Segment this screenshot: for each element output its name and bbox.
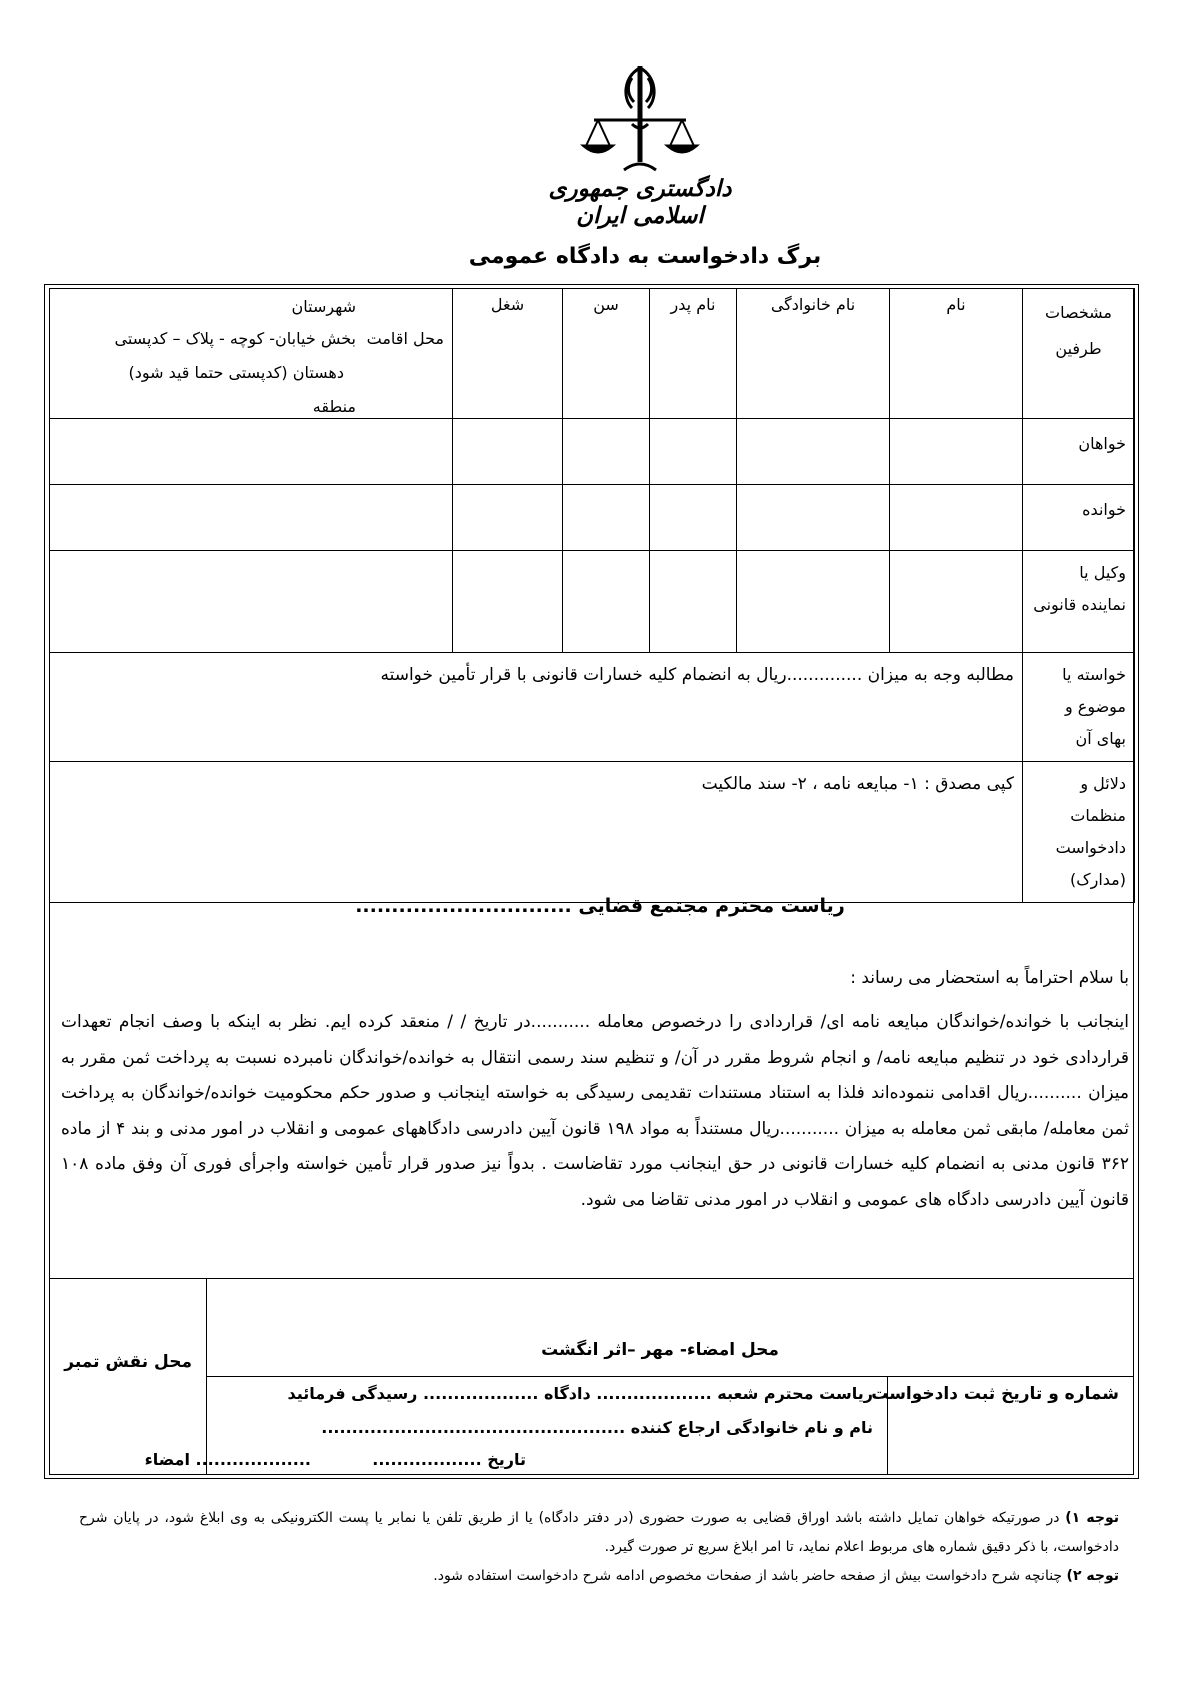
registration-top-rule bbox=[207, 1376, 1134, 1378]
defendant-age-field[interactable] bbox=[563, 485, 650, 551]
defendant-row bbox=[50, 485, 1135, 551]
note-2 bbox=[79, 1562, 1119, 1591]
note-2-label: توجه ۲) bbox=[1066, 1568, 1119, 1584]
referrer-name-line[interactable]: نام و نام خانوادگی ارجاع کننده .................................................. bbox=[321, 1418, 873, 1437]
plaintiff-occupation-field[interactable] bbox=[453, 419, 563, 485]
signature-place-label: محل امضاء- مهر –اثر انگشت bbox=[541, 1340, 779, 1360]
referrer-signature-line[interactable]: ................... امضاء bbox=[144, 1450, 311, 1469]
occupation-header: شغل bbox=[453, 289, 563, 419]
residence-header: محل اقامت bbox=[366, 329, 444, 348]
defendant-name-field[interactable] bbox=[890, 485, 1023, 551]
letter-body: اینجانب با خوانده/خواندگان مبایعه نامه ای/ قراردادی را درخصوص معامله ...........در تاریخ / / منعقد کرده ایم. نظر به اینکه با وصف انجام تعهدات قراردادی خود در تنظیم مبایعه نامه/ و انجام شروط مقرر در آن/ و تنظیم سند رسمی انتقال به خوانده/خواندگان نامبرده نسبت به پرداخت ثمن مقرر به میزان ..........ریال اقدامی ننموده‌اند فلذا به استناد مستندات تقدیمی رسیدگی به خواسته اینجانب و صدور حکم محکومیت خوانده/خواندگان به پرداخت ثمن معامله/ مابقی ثمن معامله به میزان ...........ریال مستنداً به مواد ۱۹۸ قانون آیین دادرسی دادگاههای عمومی و انقلاب در امور مدنی و بند ۴ از ماده ۳۶۲ قانون مدنی به انضمام کلیه خسارات قانونی در حق اینجانب مورد تقاضاست . بدواً نیز صدور قرار تأمین خواسته واجرأی فوری آن وفق ماده ۱۰۸ قانون آیین دادرسی دادگاه های عمومی و انقلاب در امور مدنی تقاضا می شود. bbox=[61, 1012, 1129, 1210]
plaintiff-address-field[interactable] bbox=[50, 419, 453, 485]
claim-label: خواسته یا موضوع و بهای آن bbox=[1023, 653, 1135, 762]
address-street-label: بخش خیابان- کوچه - پلاک – کدپستی bbox=[114, 329, 356, 348]
defendant-family-name-field[interactable] bbox=[737, 485, 890, 551]
family-name-header: نام خانوادگی bbox=[737, 289, 890, 419]
address-district-label: منطقه bbox=[312, 397, 356, 416]
age-header: سن bbox=[563, 289, 650, 419]
representative-occupation-field[interactable] bbox=[453, 551, 563, 653]
referral-line[interactable]: ریاست محترم شعبه ................... دادگاه ................... رسیدگی فرمائید bbox=[287, 1384, 873, 1403]
parties-table bbox=[49, 288, 1135, 903]
name-header: نام bbox=[890, 289, 1023, 419]
letter-greeting: با سلام احتراماً به استحضار می رساند : bbox=[850, 968, 1129, 988]
stamp-box bbox=[49, 1278, 207, 1475]
representative-father-name-field[interactable] bbox=[650, 551, 737, 653]
representative-row bbox=[50, 551, 1135, 653]
evidence-label: دلائل و منظمات دادخواست (مدارک) bbox=[1023, 762, 1135, 903]
note-1-label: توجه ۱) bbox=[1065, 1510, 1119, 1526]
evidence-row bbox=[50, 762, 1135, 903]
plaintiff-row bbox=[50, 419, 1135, 485]
registration-label: شماره و تاریخ ثبت دادخواست bbox=[871, 1384, 1119, 1404]
representative-label: وکیل یا نماینده قانونی bbox=[1023, 551, 1135, 653]
signature-area-top-rule bbox=[49, 1278, 1134, 1279]
father-name-header: نام پدر bbox=[650, 289, 737, 419]
plaintiff-age-field[interactable] bbox=[563, 419, 650, 485]
plaintiff-family-name-field[interactable] bbox=[737, 419, 890, 485]
address-city-label: شهرستان bbox=[291, 297, 356, 316]
claim-value[interactable]: مطالبه وجه به میزان ..............ریال به انضمام کلیه خسارات قانونی با قرار تأمین خواسته bbox=[50, 653, 1023, 762]
party-details-header: مشخصات طرفین bbox=[1023, 289, 1135, 419]
evidence-value[interactable]: کپی مصدق : ۱- مبایعه نامه ، ۲- سند مالکیت bbox=[50, 762, 1023, 903]
plaintiff-father-name-field[interactable] bbox=[650, 419, 737, 485]
defendant-address-field[interactable] bbox=[50, 485, 453, 551]
address-village-label: دهستان (کدپستی حتما قید شود) bbox=[128, 363, 344, 382]
form-title: برگ دادخواست به دادگاه عمومی bbox=[468, 244, 822, 269]
claim-row bbox=[50, 653, 1135, 762]
judiciary-emblem-icon bbox=[580, 62, 700, 180]
representative-family-name-field[interactable] bbox=[737, 551, 890, 653]
letter-addressee: ریاست محترم مجتمع قضایی .............................. bbox=[355, 895, 845, 917]
referral-date-line[interactable]: تاریخ .................. bbox=[372, 1450, 526, 1469]
representative-name-field[interactable] bbox=[890, 551, 1023, 653]
note-1-text: در صورتیکه خواهان تمایل داشته باشد اوراق قضایی به صورت حضوری (در دفتر دادگاه) یا از طریق تلفن یا نمابر یا پست الکترونیکی به وی ابلاغ شود، در پایان شرح دادخواست، با ذکر دقیق شماره های مربوط اعلام نماید، تا امر ابلاغ سریع تر صورت گیرد. bbox=[79, 1510, 1119, 1555]
judiciary-seal-text: دادگستری جمهوری اسلامی ایران bbox=[548, 175, 732, 229]
defendant-occupation-field[interactable] bbox=[453, 485, 563, 551]
parties-header-row bbox=[50, 289, 1135, 419]
plaintiff-name-field[interactable] bbox=[890, 419, 1023, 485]
defendant-father-name-field[interactable] bbox=[650, 485, 737, 551]
representative-age-field[interactable] bbox=[563, 551, 650, 653]
defendant-label: خوانده bbox=[1023, 485, 1135, 551]
address-header bbox=[50, 289, 453, 419]
stamp-label: محل نقش تمبر bbox=[64, 1352, 192, 1372]
representative-address-field[interactable] bbox=[50, 551, 453, 653]
note-2-text: چنانچه شرح دادخواست بیش از صفحه حاضر باشد از صفحات مخصوص ادامه شرح دادخواست استفاده شود. bbox=[433, 1568, 1067, 1584]
note-1 bbox=[79, 1504, 1119, 1562]
plaintiff-label: خواهان bbox=[1023, 419, 1135, 485]
